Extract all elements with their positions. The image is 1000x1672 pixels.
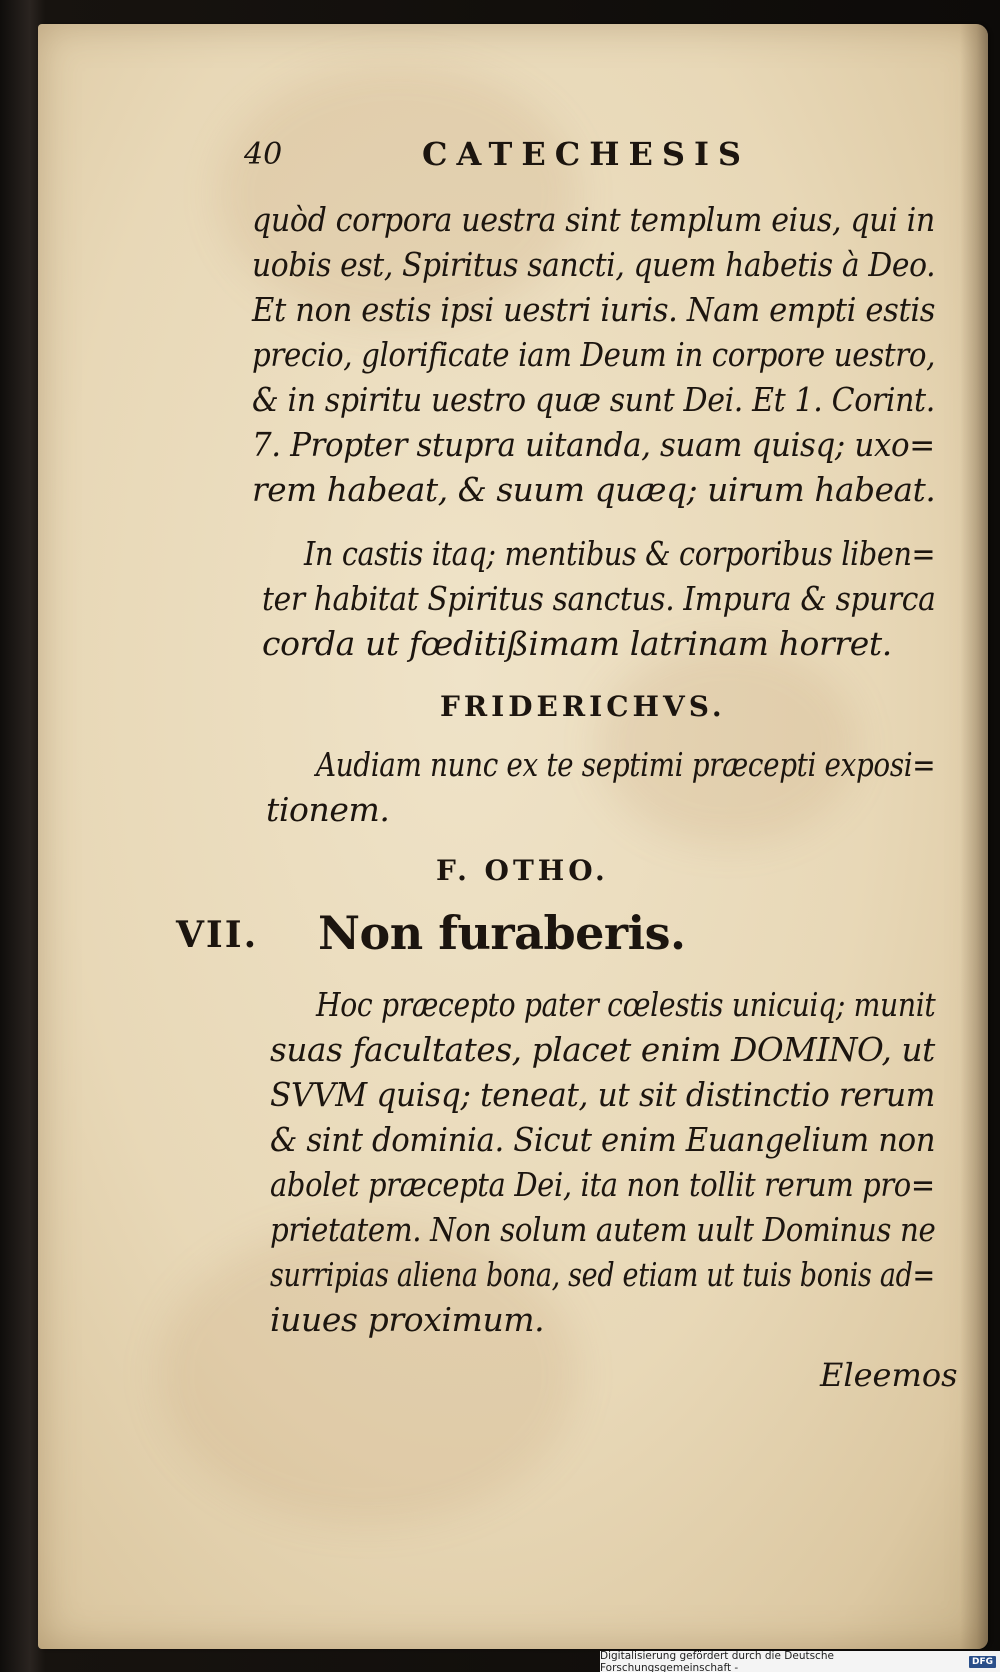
text-line: 7. Propter stupra uitanda, suam quisq; uxo= <box>252 425 935 464</box>
catchword: Eleemos <box>820 1356 958 1394</box>
text-line: precio, glorificate iam Deum in corpore uestro, <box>252 335 936 374</box>
text-line: SVVM quisq; teneat, ut sit distinctio rerum <box>270 1075 935 1114</box>
page-stain <box>218 64 578 324</box>
running-head: CATECHESIS <box>422 135 751 173</box>
dfg-logo: DFG <box>969 1656 996 1668</box>
text-line: Hoc præcepto pater cœlestis unicuiq; munit <box>316 985 936 1024</box>
text-line: abolet præcepta Dei, ita non tollit rerum pro= <box>270 1165 935 1204</box>
text-line: Audiam nunc ex te septimi præcepti exposi= <box>316 745 936 784</box>
text-line: rem habeat, & suum quæq; uirum habeat. <box>252 470 936 509</box>
text-line: corda ut fœditißimam latrinam horret. <box>262 624 892 663</box>
page-number: 40 <box>244 137 283 172</box>
text-line: & sint dominia. Sicut enim Euangelium non <box>270 1120 936 1159</box>
text-line: ter habitat Spiritus sanctus. Impura & spurca <box>262 579 936 618</box>
text-line: uobis est, Spiritus sancti, quem habetis à Deo. <box>252 245 936 284</box>
text-line: & in spiritu uestro quæ sunt Dei. Et 1. Corint. <box>252 380 935 419</box>
commandment-number: VII. <box>176 914 259 956</box>
text-line: In castis itaq; mentibus & corporibus liben= <box>304 534 936 573</box>
speaker-heading: FRIDERICHVS. <box>440 690 726 723</box>
text-line: tionem. <box>266 790 390 829</box>
text-line: Et non estis ipsi uestri iuris. Nam empti estis <box>252 290 936 329</box>
text-line: suas facultates, placet enim DOMINO, ut <box>270 1030 935 1069</box>
text-line: iuues proximum. <box>270 1300 545 1339</box>
digitization-credit <box>600 1651 1000 1672</box>
page-stain <box>598 644 858 844</box>
speaker-heading: F. OTHO. <box>436 854 609 887</box>
credit-text: Digitalisierung gefördert durch die Deutsche Forschungsgemeinschaft - <box>600 1649 834 1672</box>
text-line: surripias aliena bona, sed etiam ut tuis bonis ad= <box>270 1255 935 1294</box>
text-line: prietatem. Non solum autem uult Dominus ne <box>270 1210 936 1249</box>
commandment-heading: Non furaberis. <box>318 906 686 960</box>
text-line: quòd corpora uestra sint templum eius, qui in <box>252 200 935 239</box>
